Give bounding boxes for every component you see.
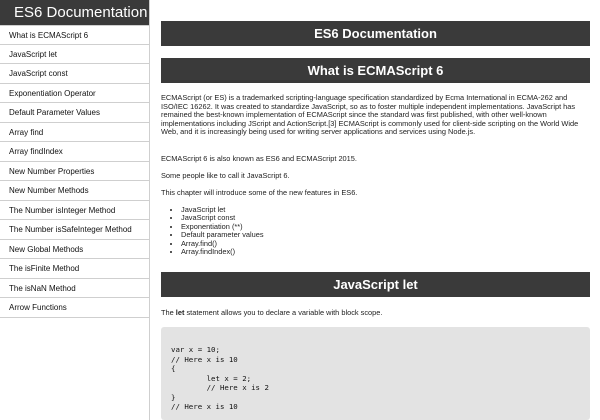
section-heading-javascript-let: JavaScript let — [161, 272, 590, 297]
sidebar — [0, 0, 150, 420]
paragraph-ecmascript-intro: ECMAScript (or ES) is a trademarked scripting-language specification standardized by Ecma International in ECMA-262 and ISO/IEC 16262. It was created to standardize JavaScript, so as to foster multiple independent implementations. JavaScript has remained the best-known implementation of ECMAScript since the standard was first published, with other well-known implementations including JScript and ActionScript.[3] ECMAScript is commonly used for client-side scripting on the World Wide Web, and it is increasingly being used for writing server applications and services using Node.js. — [161, 93, 579, 137]
list-item: • Exponentiation (**) — [181, 223, 264, 231]
sidebar-item-arrow-functions[interactable]: Arrow Functions — [0, 298, 149, 318]
sidebar-item-javascript-let[interactable]: JavaScript let — [0, 45, 149, 65]
sidebar-item-isnan[interactable]: The isNaN Method — [0, 279, 149, 299]
list-item: • Default parameter values — [181, 231, 264, 239]
list-item: • Array.findIndex() — [181, 248, 264, 256]
main-content — [161, 0, 590, 420]
sidebar-item-what-is-ecmascript-6[interactable]: What is ECMAScript 6 — [0, 25, 149, 45]
sidebar-item-new-number-properties[interactable]: New Number Properties — [0, 162, 149, 182]
paragraph-javascript-6: Some people like to call it JavaScript 6. — [161, 171, 290, 180]
sidebar-item-array-find[interactable]: Array find — [0, 123, 149, 143]
paragraph-chapter-intro: This chapter will introduce some of the new features in ES6. — [161, 188, 358, 197]
page-title: ES6 Documentation — [161, 21, 590, 46]
list-item: • JavaScript const — [181, 214, 264, 222]
feature-list — [169, 206, 264, 256]
sidebar-item-new-global-methods[interactable]: New Global Methods — [0, 240, 149, 260]
let-intro-prefix: The — [161, 308, 176, 317]
list-item: • JavaScript let — [181, 206, 264, 214]
list-item: • Array.find() — [181, 240, 264, 248]
let-keyword: let — [175, 308, 185, 317]
code-example: var x = 10; // Here x is 10 { let x = 2; // Here x is 2 } // Here x is 10 — [161, 327, 590, 420]
section-heading-what-is-es6: What is ECMAScript 6 — [161, 58, 590, 83]
paragraph-let-intro — [161, 309, 590, 318]
sidebar-title: ES6 Documentation — [0, 0, 149, 25]
sidebar-item-javascript-const[interactable]: JavaScript const — [0, 64, 149, 84]
let-intro-suffix: statement allows you to declare a variable with block scope. — [184, 308, 383, 317]
sidebar-item-number-isinteger[interactable]: The Number isInteger Method — [0, 201, 149, 221]
nav-list — [0, 25, 149, 318]
sidebar-item-array-findindex[interactable]: Array findIndex — [0, 142, 149, 162]
paragraph-es6-aka: ECMAScript 6 is also known as ES6 and ECMAScript 2015. — [161, 154, 357, 163]
sidebar-item-isfinite[interactable]: The isFinite Method — [0, 259, 149, 279]
sidebar-item-exponentiation-operator[interactable]: Exponentiation Operator — [0, 84, 149, 104]
sidebar-item-new-number-methods[interactable]: New Number Methods — [0, 181, 149, 201]
sidebar-item-number-issafeinteger[interactable]: The Number isSafeInteger Method — [0, 220, 149, 240]
sidebar-item-default-parameter-values[interactable]: Default Parameter Values — [0, 103, 149, 123]
